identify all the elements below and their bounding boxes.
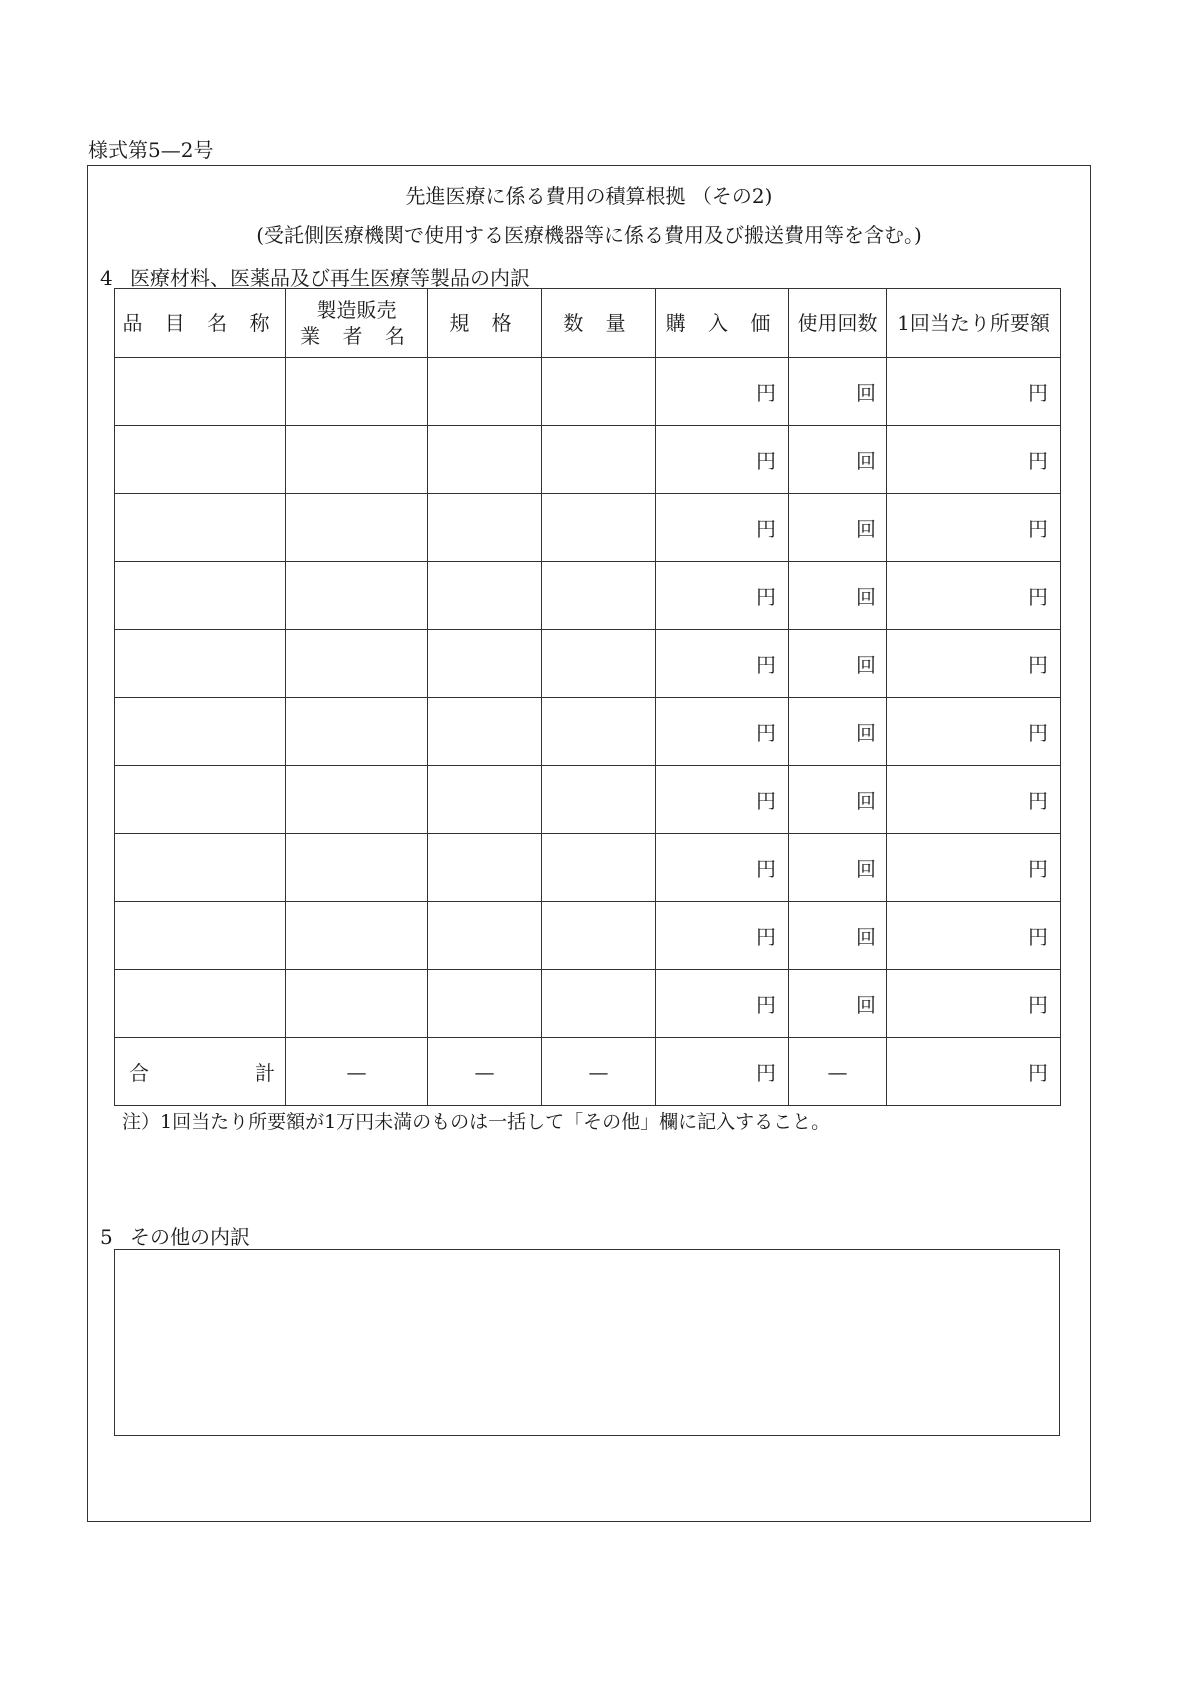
cell-purchase-price[interactable]: 円: [656, 766, 789, 834]
total-row: [115, 1038, 1061, 1106]
total-label-left: 合: [129, 1061, 149, 1085]
cell-use-count[interactable]: 回: [789, 834, 887, 902]
form-subtitle: (受託側医療機関で使用する医療機器等に係る費用及び搬送費用等を含む。): [256, 223, 922, 247]
cell-purchase-price[interactable]: 円: [656, 834, 789, 902]
cell-purchase-price[interactable]: 円: [656, 426, 789, 494]
section-4-title: 医療材料、医薬品及び再生医療等製品の内訳: [130, 266, 530, 290]
cell-spec[interactable]: [428, 630, 542, 698]
cell-purchase-price[interactable]: 円: [656, 358, 789, 426]
cell-manufacturer[interactable]: [286, 902, 428, 970]
cell-purchase-price[interactable]: 円: [656, 902, 789, 970]
total-label: [115, 1038, 286, 1106]
cell-cost-per-use[interactable]: 円: [887, 426, 1061, 494]
table-row: [115, 562, 1061, 630]
cell-quantity[interactable]: [542, 630, 656, 698]
col-cost-per-use: 1回当たり所要額: [887, 289, 1061, 358]
form-title: 先進医療に係る費用の積算根拠 （その2): [405, 184, 773, 208]
section-5-title: その他の内訳: [130, 1225, 250, 1249]
cell-use-count[interactable]: 回: [789, 494, 887, 562]
table-row: [115, 834, 1061, 902]
col-item-name: 品 目 名 称: [115, 289, 286, 358]
cell-spec[interactable]: [428, 766, 542, 834]
cell-quantity[interactable]: [542, 358, 656, 426]
cell-spec[interactable]: [428, 426, 542, 494]
cell-manufacturer[interactable]: [286, 358, 428, 426]
table-row: [115, 494, 1061, 562]
section-5-number: 5: [100, 1225, 113, 1249]
cell-use-count[interactable]: 回: [789, 970, 887, 1038]
cell-manufacturer[interactable]: [286, 970, 428, 1038]
col-purchase-price: 購 入 価: [656, 289, 789, 358]
cell-purchase-price[interactable]: 円: [656, 494, 789, 562]
cell-quantity[interactable]: [542, 970, 656, 1038]
table-row: [115, 698, 1061, 766]
total-manufacturer-dash: —: [286, 1038, 428, 1106]
cell-quantity[interactable]: [542, 766, 656, 834]
col-manufacturer-line1: 製造販売: [316, 298, 397, 322]
cell-cost-per-use[interactable]: 円: [887, 494, 1061, 562]
table-row: [115, 766, 1061, 834]
cell-spec[interactable]: [428, 970, 542, 1038]
table-row: [115, 902, 1061, 970]
cell-item-name[interactable]: [115, 902, 286, 970]
table-note: 注）1回当たり所要額が1万円未満のものは一括して「その他」欄に記入すること。: [122, 1111, 831, 1133]
section-4-heading: [100, 262, 530, 291]
col-quantity: 数 量: [542, 289, 656, 358]
cell-cost-per-use[interactable]: 円: [887, 698, 1061, 766]
cell-item-name[interactable]: [115, 562, 286, 630]
cell-cost-per-use[interactable]: 円: [887, 902, 1061, 970]
cell-spec[interactable]: [428, 902, 542, 970]
cell-item-name[interactable]: [115, 358, 286, 426]
cell-use-count[interactable]: 回: [789, 358, 887, 426]
total-purchase-price[interactable]: 円: [656, 1038, 789, 1106]
total-label-right: 計: [255, 1061, 275, 1085]
other-breakdown-box[interactable]: [114, 1249, 1060, 1436]
cell-purchase-price[interactable]: 円: [656, 630, 789, 698]
cell-cost-per-use[interactable]: 円: [887, 358, 1061, 426]
cell-cost-per-use[interactable]: 円: [887, 562, 1061, 630]
table-header-row: [115, 289, 1061, 358]
table-row: [115, 426, 1061, 494]
col-manufacturer: [286, 289, 428, 358]
cell-item-name[interactable]: [115, 766, 286, 834]
col-spec: 規 格: [428, 289, 542, 358]
cell-cost-per-use[interactable]: 円: [887, 766, 1061, 834]
cell-item-name[interactable]: [115, 494, 286, 562]
total-quantity-dash: —: [542, 1038, 656, 1106]
table-row: [115, 970, 1061, 1038]
form-number: 様式第5—2号: [88, 138, 214, 162]
cell-manufacturer[interactable]: [286, 834, 428, 902]
col-use-count: 使用回数: [789, 289, 887, 358]
cell-manufacturer[interactable]: [286, 630, 428, 698]
cell-spec[interactable]: [428, 494, 542, 562]
total-cost-per-use[interactable]: 円: [887, 1038, 1061, 1106]
cell-manufacturer[interactable]: [286, 426, 428, 494]
table-row: [115, 358, 1061, 426]
total-spec-dash: —: [428, 1038, 542, 1106]
cell-cost-per-use[interactable]: 円: [887, 970, 1061, 1038]
cell-quantity[interactable]: [542, 902, 656, 970]
cell-use-count[interactable]: 回: [789, 698, 887, 766]
cell-quantity[interactable]: [542, 562, 656, 630]
cell-manufacturer[interactable]: [286, 766, 428, 834]
cell-spec[interactable]: [428, 562, 542, 630]
cell-item-name[interactable]: [115, 426, 286, 494]
cell-spec[interactable]: [428, 358, 542, 426]
col-manufacturer-line2: 業 者 名: [300, 324, 413, 348]
cell-item-name[interactable]: [115, 834, 286, 902]
cell-purchase-price[interactable]: 円: [656, 970, 789, 1038]
total-use-count-dash: —: [789, 1038, 887, 1106]
cell-manufacturer[interactable]: [286, 698, 428, 766]
form-frame: [87, 165, 1091, 1522]
cell-purchase-price[interactable]: 円: [656, 562, 789, 630]
cell-manufacturer[interactable]: [286, 494, 428, 562]
cell-purchase-price[interactable]: 円: [656, 698, 789, 766]
cell-use-count[interactable]: 回: [789, 902, 887, 970]
cell-quantity[interactable]: [542, 834, 656, 902]
cell-quantity[interactable]: [542, 426, 656, 494]
cell-use-count[interactable]: 回: [789, 630, 887, 698]
cell-spec[interactable]: [428, 698, 542, 766]
cell-item-name[interactable]: [115, 698, 286, 766]
cell-cost-per-use[interactable]: 円: [887, 834, 1061, 902]
cell-use-count[interactable]: 回: [789, 766, 887, 834]
cell-item-name[interactable]: [115, 970, 286, 1038]
cell-spec[interactable]: [428, 834, 542, 902]
cell-cost-per-use[interactable]: 円: [887, 630, 1061, 698]
cell-use-count[interactable]: 回: [789, 426, 887, 494]
materials-table: [114, 288, 1061, 1106]
cell-quantity[interactable]: [542, 698, 656, 766]
cell-manufacturer[interactable]: [286, 562, 428, 630]
cell-quantity[interactable]: [542, 494, 656, 562]
section-4-number: 4: [100, 266, 113, 290]
section-5-heading: [100, 1221, 250, 1250]
table-row: [115, 630, 1061, 698]
cell-use-count[interactable]: 回: [789, 562, 887, 630]
cell-item-name[interactable]: [115, 630, 286, 698]
